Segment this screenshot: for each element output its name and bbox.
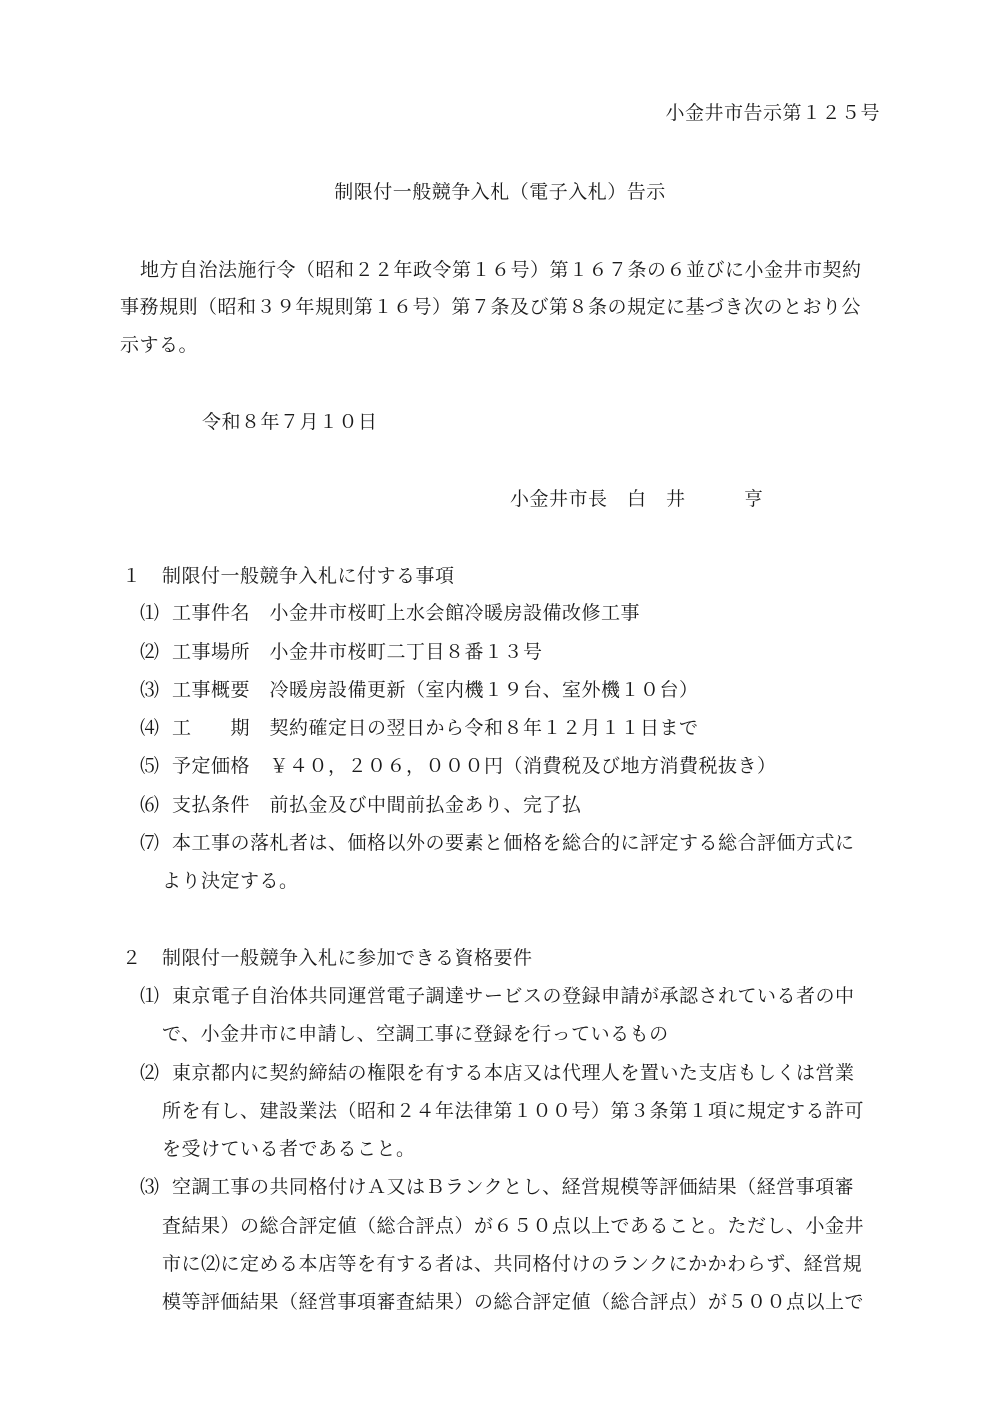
notice-number: 小金井市告示第１２５号	[665, 102, 880, 124]
section-2-heading	[122, 949, 533, 968]
list-item: ⑺ 本工事の落札者は、価格以外の要素と価格を総合的に評定する総合評価方式に	[140, 832, 855, 854]
section-heading-text: 制限付一般競争入札に付する事項	[162, 565, 455, 587]
signature: 小金井市長 白 井 亨	[510, 488, 764, 510]
list-item: ⑴ 工事件名 小金井市桜町上水会館冷暖房設備改修工事	[140, 602, 641, 624]
section-heading-text: 制限付一般競争入札に参加できる資格要件	[162, 947, 533, 969]
list-item-continuation: 査結果）の総合評定値（総合評点）が６５０点以上であること。ただし、小金井	[162, 1215, 865, 1237]
intro-line-2: 事務規則（昭和３９年規則第１６号）第７条及び第８条の規定に基づき次のとおり公	[120, 296, 862, 318]
list-item-continuation: より決定する。	[162, 870, 299, 892]
notice-date: 令和８年７月１０日	[202, 411, 378, 433]
list-item: ⑸ 予定価格 ￥４０，２０６，０００円（消費税及び地方消費税抜き）	[140, 755, 777, 777]
list-item: ⑷ 工 期 契約確定日の翌日から令和８年１２月１１日まで	[140, 717, 699, 739]
list-item-continuation: で、小金井市に申請し、空調工事に登録を行っているもの	[162, 1023, 669, 1045]
list-item: ⑹ 支払条件 前払金及び中間前払金あり、完了払	[140, 794, 582, 816]
list-item: ⑵ 東京都内に契約締結の権限を有する本店又は代理人を置いた支店もしくは営業	[140, 1062, 855, 1084]
page-title: 制限付一般競争入札（電子入札）告示	[334, 181, 666, 203]
list-item-continuation: 模等評価結果（経営事項審査結果）の総合評定値（総合評点）が５００点以上で	[162, 1291, 865, 1313]
list-item-continuation: を受けている者であること。	[162, 1138, 416, 1160]
list-item: ⑵ 工事場所 小金井市桜町二丁目８番１３号	[140, 641, 543, 663]
list-item: ⑴ 東京電子自治体共同運営電子調達サービスの登録申請が承認されている者の中	[140, 985, 855, 1007]
section-1-heading	[122, 567, 455, 586]
intro-line-1: 地方自治法施行令（昭和２２年政令第１６号）第１６７条の６並びに小金井市契約	[140, 259, 862, 281]
list-item: ⑶ 空調工事の共同格付けＡ又はＢランクとし、経営規模等評価結果（経営事項審	[140, 1176, 855, 1198]
list-item: ⑶ 工事概要 冷暖房設備更新（室内機１９台、室外機１０台）	[140, 679, 699, 701]
section-number: １	[122, 565, 142, 587]
list-item-continuation: 市に⑵に定める本店等を有する者は、共同格付けのランクにかかわらず、経営規	[162, 1253, 863, 1275]
section-number: ２	[122, 947, 142, 969]
list-item-continuation: 所を有し、建設業法（昭和２４年法律第１００号）第３条第１項に規定する許可	[162, 1100, 865, 1122]
intro-line-3: 示する。	[120, 334, 199, 356]
